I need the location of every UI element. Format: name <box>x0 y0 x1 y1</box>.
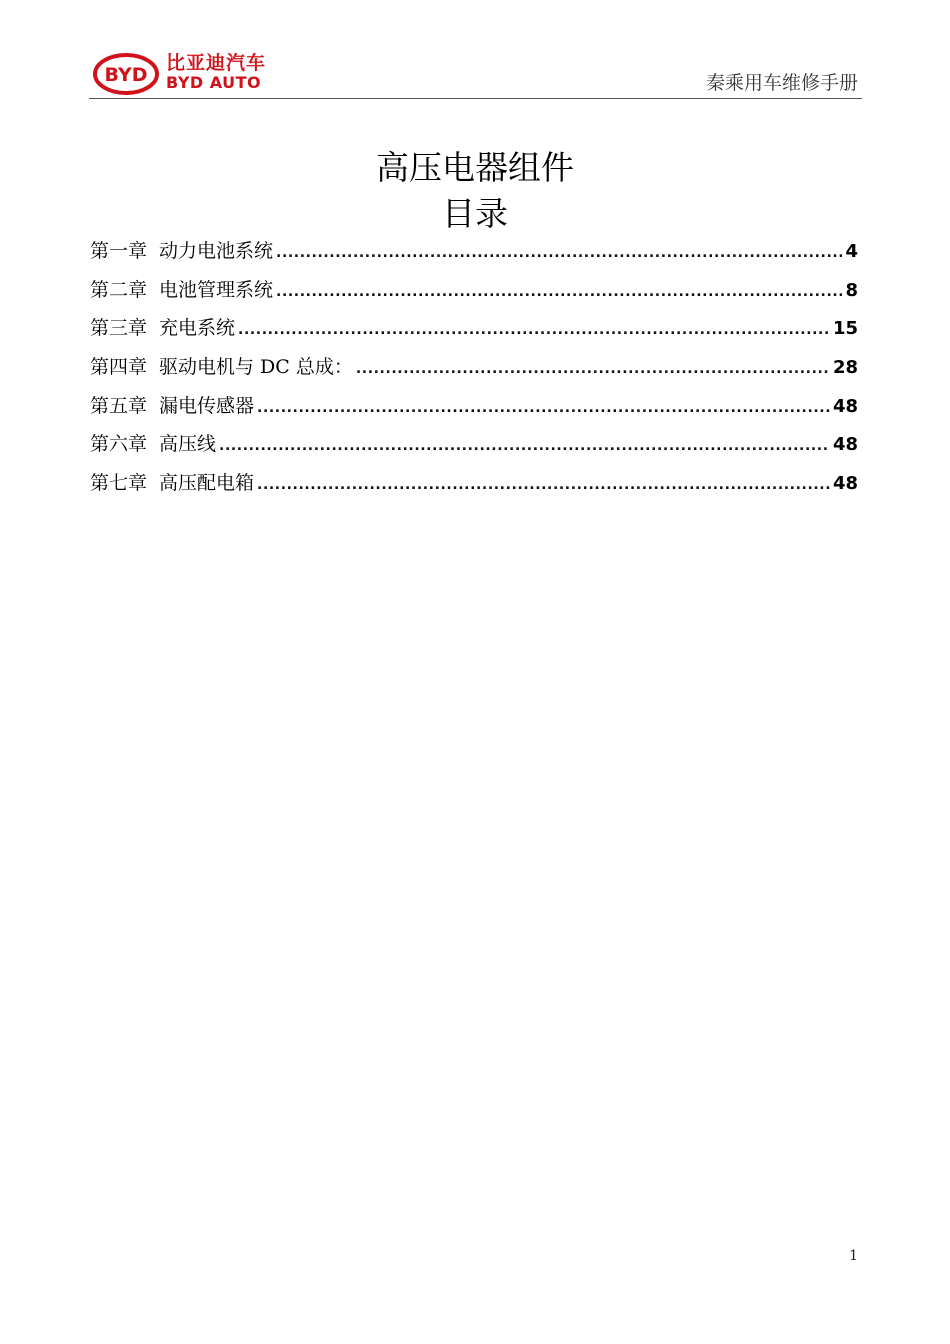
toc-dot-leader <box>356 350 830 389</box>
toc-dot-leader <box>276 273 842 312</box>
toc-chapter-title: 高压线 <box>159 433 217 456</box>
brand-name-en: BYD AUTO <box>166 73 262 92</box>
brand-name-cn: 比亚迪汽车 <box>166 52 267 74</box>
manual-title: 秦乘用车维修手册 <box>705 72 858 94</box>
byd-emblem-icon <box>92 52 160 96</box>
toc-entry[interactable] <box>90 348 858 387</box>
toc-entry[interactable] <box>90 387 858 426</box>
table-of-contents <box>90 232 858 503</box>
toc-chapter-number: 第四章 <box>90 356 148 379</box>
toc-chapter-number: 第六章 <box>90 433 148 456</box>
toc-page-number: 8 <box>845 279 858 301</box>
page-number: 1 <box>849 1248 858 1264</box>
toc-chapter-number: 第二章 <box>90 278 148 301</box>
toc-chapter-number: 第七章 <box>90 472 148 495</box>
toc-dot-leader <box>238 311 830 350</box>
toc-entry[interactable] <box>90 464 858 503</box>
emblem-text: BYD <box>104 64 148 86</box>
toc-entry[interactable] <box>90 309 858 348</box>
toc-page-number: 15 <box>832 318 858 340</box>
document-title: 高压电器组件 <box>376 148 574 187</box>
toc-heading: 目录 <box>442 194 508 233</box>
toc-chapter-title: 电池管理系统 <box>159 278 274 301</box>
header-divider <box>89 98 862 99</box>
toc-chapter-title: 高压配电箱 <box>159 472 255 495</box>
toc-chapter-title: 漏电传感器 <box>159 394 255 417</box>
toc-chapter-number: 第五章 <box>90 394 148 417</box>
toc-page-number: 4 <box>845 241 858 262</box>
toc-dot-leader <box>257 389 830 428</box>
toc-page-number: 48 <box>832 473 858 495</box>
toc-chapter-number: 第三章 <box>90 317 148 340</box>
page-header <box>0 0 950 100</box>
toc-chapter-title: 驱动电机与 DC 总成： <box>159 356 353 379</box>
toc-page-number: 28 <box>832 357 858 379</box>
toc-dot-leader <box>276 234 842 273</box>
byd-logo <box>92 52 277 96</box>
toc-chapter-number: 第一章 <box>90 240 148 262</box>
toc-chapter-title: 充电系统 <box>159 317 236 340</box>
toc-page-number: 48 <box>832 434 858 456</box>
toc-entry[interactable] <box>90 271 858 310</box>
toc-chapter-title: 动力电池系统 <box>159 240 274 262</box>
toc-dot-leader <box>219 427 830 466</box>
toc-dot-leader <box>257 466 830 505</box>
toc-entry[interactable] <box>90 232 858 271</box>
toc-page-number: 48 <box>832 395 858 417</box>
toc-entry[interactable] <box>90 425 858 464</box>
